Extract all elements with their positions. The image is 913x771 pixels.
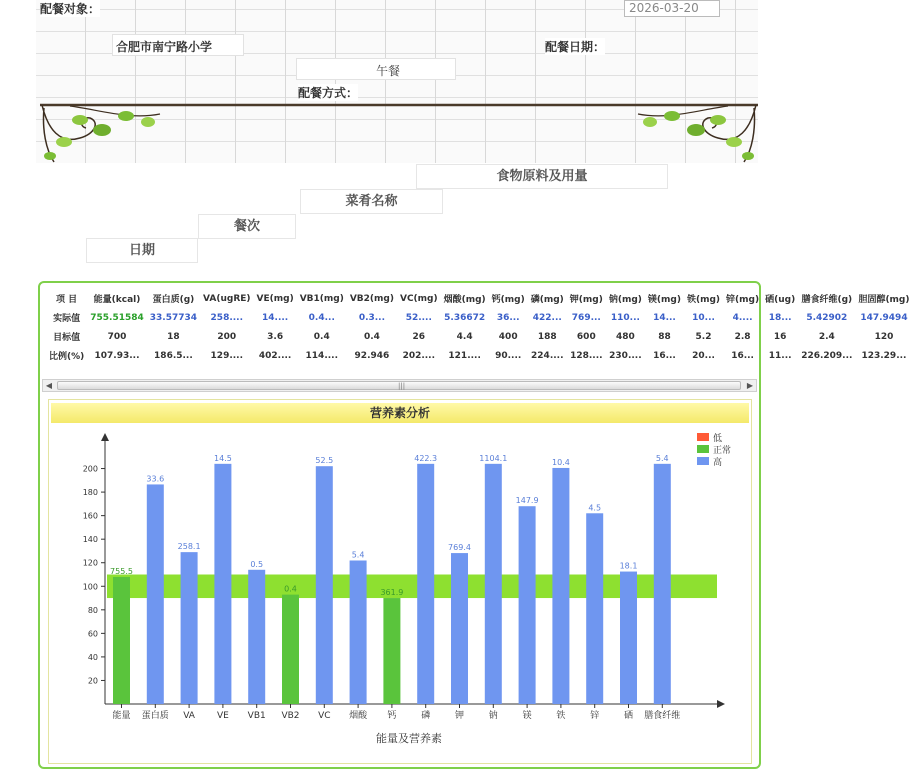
table-cell: 16...: [731, 350, 754, 361]
table-cell: 硒(ug): [765, 295, 796, 305]
legend-swatch: [697, 433, 709, 441]
chart-bar: [552, 468, 569, 704]
table-cell: 202....: [402, 350, 436, 361]
bar-data-label: 0.4: [284, 584, 297, 594]
x-tick-label: 锌: [590, 711, 600, 721]
chart-bar: [147, 484, 164, 704]
scrollbar-thumb[interactable]: [57, 381, 741, 390]
table-cell: 20...: [692, 350, 715, 361]
table-cell: 项 目: [56, 295, 78, 305]
table-header-row: [46, 289, 913, 308]
table-cell: 480: [615, 331, 635, 342]
bar-data-label: 1104.1: [479, 453, 508, 463]
table-cell: 钠(mg): [608, 295, 642, 305]
table-cell: 胆固醇(mg): [858, 295, 910, 305]
chart-bar: [316, 466, 333, 704]
table-cell: 226.209...: [801, 350, 853, 361]
x-tick-label: 磷: [421, 711, 431, 721]
table-cell: 0.3...: [358, 312, 386, 323]
bar-data-label: 10.4: [551, 457, 570, 467]
bar-data-label: 361.9: [380, 588, 404, 598]
table-cell: 5.42902: [806, 312, 848, 323]
chart-bar: [485, 464, 502, 704]
table-cell: 33.57734: [149, 312, 198, 323]
table-cell: 230....: [609, 350, 642, 361]
x-tick-label: 烟酸: [349, 711, 368, 721]
table-cell: 膳食纤维(g): [801, 295, 853, 305]
table-cell: 107.93...: [94, 350, 140, 361]
table-cell: VA(ugRE): [203, 293, 251, 304]
table-cell: 224....: [531, 350, 564, 361]
date-header: 日期: [86, 238, 198, 263]
bar-data-label: 5.4: [655, 453, 669, 463]
chart-title: 营养素分析: [51, 403, 749, 423]
chart-bar: [620, 572, 637, 704]
chart-frame: [48, 399, 752, 764]
y-axis-arrow-icon: [101, 433, 109, 441]
table-cell: 0.4: [313, 331, 330, 342]
table-cell: 88: [658, 331, 671, 342]
table-cell: 186.5...: [154, 350, 193, 361]
nutrition-panel: [38, 281, 910, 769]
dish-header: 菜肴名称: [300, 189, 443, 214]
table-cell: 目标值: [53, 333, 81, 343]
table-cell: 114....: [305, 350, 338, 361]
x-tick-label: 镁: [522, 711, 532, 721]
scroll-left-arrow-icon[interactable]: ◀: [45, 381, 53, 390]
table-cell: 铁(mg): [686, 295, 721, 305]
ingredients-header: 食物原料及用量: [416, 164, 668, 189]
table-cell: 14...: [653, 312, 676, 323]
bar-data-label: 5.4: [351, 550, 365, 560]
table-cell: 120: [874, 331, 894, 342]
bar-data-label: 18.1: [619, 561, 638, 571]
chart-bar: [417, 464, 434, 704]
y-tick-label: 120: [82, 558, 98, 568]
x-axis-arrow-icon: [717, 700, 725, 708]
chart-bar: [654, 464, 671, 704]
table-cell: 2.8: [734, 331, 751, 342]
table-cell: VB2(mg): [349, 293, 394, 304]
table-row-target: [46, 327, 913, 346]
table-cell: 5.36672: [444, 312, 486, 323]
chart-bar: [214, 464, 231, 704]
y-tick-label: 40: [87, 652, 98, 662]
bar-data-label: 755.5: [110, 566, 133, 576]
table-cell: 600: [576, 331, 596, 342]
table-cell: 400: [498, 331, 518, 342]
table-cell: 92.946: [354, 350, 390, 361]
table-cell: 128....: [570, 350, 603, 361]
chart-bar: [350, 560, 367, 704]
table-cell: 能量(kcal): [93, 295, 141, 305]
table-cell: 16...: [653, 350, 676, 361]
x-tick-label: 钙: [387, 711, 397, 721]
chart-bar: [519, 506, 536, 704]
y-tick-label: 140: [82, 535, 98, 545]
table-cell: 磷(mg): [530, 295, 564, 305]
table-cell: 26: [412, 331, 426, 342]
table-cell: 5.2: [695, 331, 712, 342]
bar-data-label: 14.5: [213, 453, 232, 463]
bar-data-label: 147.9: [515, 496, 539, 506]
table-cell: 钾(mg): [569, 295, 603, 305]
scroll-grip-icon: |||: [398, 382, 406, 390]
table-cell: 2.4: [818, 331, 835, 342]
table-cell: 4....: [732, 312, 753, 323]
right-vine-icon: [638, 105, 756, 162]
table-cell: 129....: [210, 350, 244, 361]
table-row-actual: [46, 308, 913, 327]
table-cell: 10...: [692, 312, 715, 323]
y-tick-label: 100: [82, 582, 98, 592]
bar-data-label: 258.1: [177, 542, 201, 552]
x-tick-label: 硒: [623, 711, 634, 721]
table-cell: 258....: [210, 312, 244, 323]
x-tick-label: 钾: [454, 711, 465, 721]
nutrient-bar-chart: [49, 425, 751, 763]
table-cell: 0.4: [363, 331, 380, 342]
table-cell: 锌(mg): [726, 295, 760, 305]
target-label: 配餐对象：: [40, 2, 101, 16]
bar-data-label: 4.5: [588, 503, 602, 513]
x-tick-label: 膳食纤维: [644, 711, 681, 721]
horizontal-scrollbar[interactable]: [42, 379, 757, 392]
x-tick-label: VA: [183, 711, 195, 721]
bar-data-label: 0.5: [250, 559, 264, 569]
legend-label: 高: [713, 458, 723, 468]
table-cell: 0.4...: [308, 312, 335, 323]
table-cell: 镁(mg): [647, 295, 681, 305]
x-tick-label: VB1: [247, 711, 266, 721]
x-tick-label: 铁: [556, 711, 566, 721]
chart-bar: [282, 595, 299, 704]
bar-data-label: 52.5: [315, 456, 334, 466]
table-cell: 4.4: [456, 331, 473, 342]
legend-label: 低: [713, 434, 723, 444]
x-tick-label: VE: [216, 711, 229, 721]
y-tick-label: 180: [82, 488, 98, 498]
bar-data-label: 33.6: [146, 474, 165, 484]
date-display[interactable]: 2026-03-20: [624, 0, 720, 17]
table-cell: 16: [773, 331, 787, 342]
table-cell: 123.29...: [861, 350, 907, 361]
table-cell: 钙(mg): [491, 295, 525, 305]
table-cell: 200: [217, 331, 237, 342]
table-cell: 769...: [571, 312, 601, 323]
x-tick-label: 钠: [488, 711, 498, 721]
table-cell: 121....: [448, 350, 481, 361]
table-cell: 18...: [768, 312, 792, 323]
nutrition-table: [46, 289, 913, 365]
x-tick-label: VB2: [281, 711, 300, 721]
method-label: 配餐方式：: [298, 86, 359, 100]
table-cell: 147.9494: [860, 312, 908, 323]
chart-bar: [113, 577, 130, 704]
table-cell: 比例(%): [49, 352, 85, 362]
date-label: 配餐日期：: [545, 40, 606, 54]
chart-bar: [586, 513, 603, 704]
table-row-ratio: [46, 346, 913, 365]
x-axis-label: 能量及营养素: [376, 732, 442, 745]
meal-time-header: 餐次: [198, 214, 296, 239]
table-cell: 11...: [768, 350, 792, 361]
y-tick-label: 200: [82, 464, 98, 474]
left-vine-icon: [42, 105, 160, 162]
table-cell: 188: [537, 331, 557, 342]
chart-bar: [451, 553, 468, 704]
legend-swatch: [697, 457, 709, 465]
y-tick-label: 160: [82, 511, 98, 521]
table-cell: 蛋白质(g): [152, 295, 195, 305]
table-cell: 烟酸(mg): [443, 295, 486, 305]
table-cell: 755.51584: [90, 312, 144, 323]
chart-bar: [383, 598, 400, 704]
chart-bar: [181, 552, 198, 704]
table-cell: 422...: [532, 312, 562, 323]
table-cell: 3.6: [267, 331, 284, 342]
table-cell: 18: [167, 331, 180, 342]
y-tick-label: 20: [87, 676, 98, 686]
x-tick-label: 蛋白质: [141, 711, 169, 721]
bar-data-label: 769.4: [448, 543, 471, 553]
table-cell: 14....: [262, 312, 289, 323]
chart-bar: [248, 570, 265, 704]
y-tick-label: 80: [87, 605, 98, 615]
table-cell: 402....: [258, 350, 292, 361]
legend-swatch: [697, 445, 709, 453]
x-tick-label: 能量: [112, 711, 131, 721]
table-cell: 700: [107, 331, 127, 342]
table-cell: 36...: [496, 312, 520, 323]
table-cell: 52....: [405, 312, 432, 323]
table-cell: 110...: [610, 312, 640, 323]
x-tick-label: VC: [318, 711, 331, 721]
table-cell: 90....: [495, 350, 522, 361]
table-cell: VB1(mg): [299, 293, 344, 304]
meal-value: 午餐: [376, 64, 401, 78]
table-cell: VC(mg): [399, 293, 438, 304]
table-cell: 实际值: [53, 314, 81, 324]
legend-label: 正常: [713, 446, 732, 456]
scroll-right-arrow-icon[interactable]: ▶: [746, 381, 754, 390]
table-cell: VE(mg): [256, 293, 294, 304]
bar-data-label: 422.3: [414, 453, 438, 463]
y-tick-label: 60: [87, 629, 98, 639]
vine-ornament: [40, 100, 758, 164]
school-name: 合肥市南宁路小学: [116, 40, 213, 54]
